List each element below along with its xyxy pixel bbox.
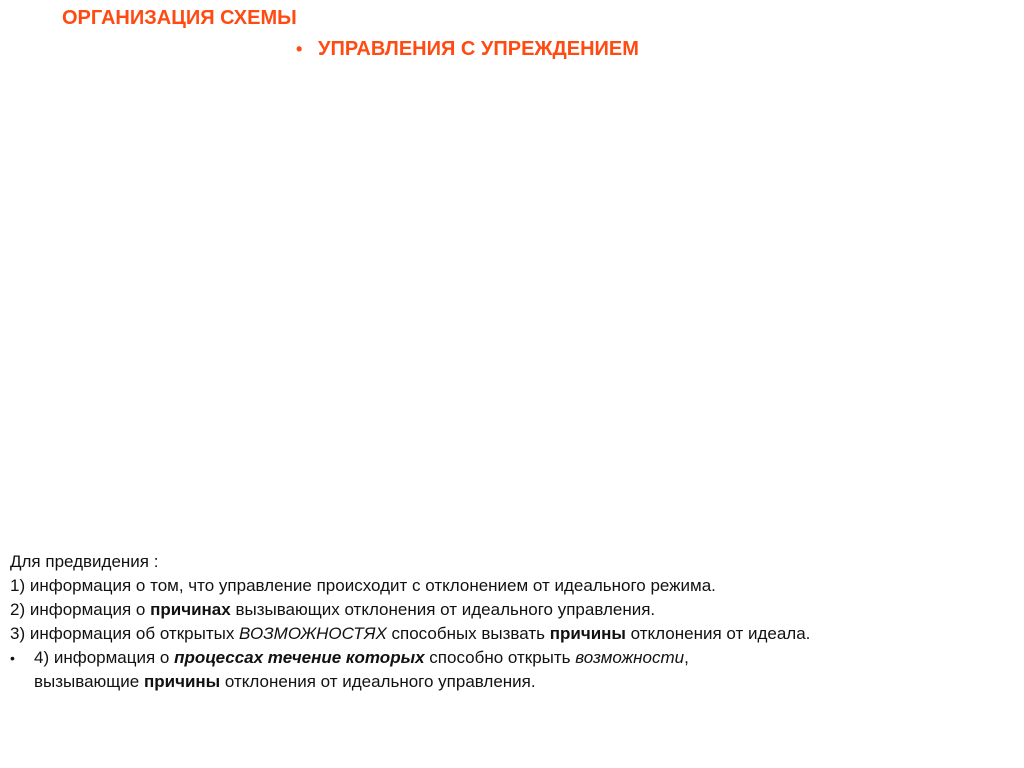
item-3-part-c: способных вызвать: [386, 624, 550, 643]
item-3: [10, 622, 1010, 646]
item-4: [10, 646, 1010, 670]
item-2-part-a: 2) информация о: [10, 600, 151, 619]
item-3-bold: причины: [549, 624, 626, 643]
item-1: 1) информация о том, что управление происходит с отклонением от идеального режима.: [10, 576, 716, 595]
intro-line: Для предвидения :: [10, 552, 159, 571]
item-4-part-h: отклонения от идеального управления.: [220, 672, 536, 691]
title-bullet: •: [296, 39, 303, 59]
title-line-2: [296, 37, 639, 61]
item-4-bullet: •: [10, 650, 15, 666]
item-3-part-a: 3) информация об открытых: [10, 624, 240, 643]
item-4-part-e: ,: [684, 648, 689, 667]
item-3-italic: ВОЗМОЖНОСТЯХ: [239, 624, 387, 643]
item-4-continuation: [10, 670, 1010, 694]
item-2-part-c: вызывающих отклонения от идеального управления.: [230, 600, 656, 619]
item-4-bold: причины: [143, 672, 221, 691]
title-line-2-text: УПРАВЛЕНИЯ С УПРЕЖДЕНИЕМ: [318, 38, 639, 60]
item-4-italic: возможности: [575, 648, 685, 667]
item-4-part-a: 4) информация о: [34, 648, 175, 667]
item-4-part-f: вызывающие: [34, 672, 144, 691]
item-3-part-e: отклонения от идеала.: [625, 624, 811, 643]
item-2-bold: причинах: [150, 600, 231, 619]
item-4-part-c: способно открыть: [424, 648, 576, 667]
item-2: [10, 598, 1010, 622]
item-4-bold-italic: процессах течение которых: [174, 648, 425, 667]
body-text: [10, 550, 1010, 694]
title-line-1: ОРГАНИЗАЦИЯ СХЕМЫ: [62, 7, 297, 29]
